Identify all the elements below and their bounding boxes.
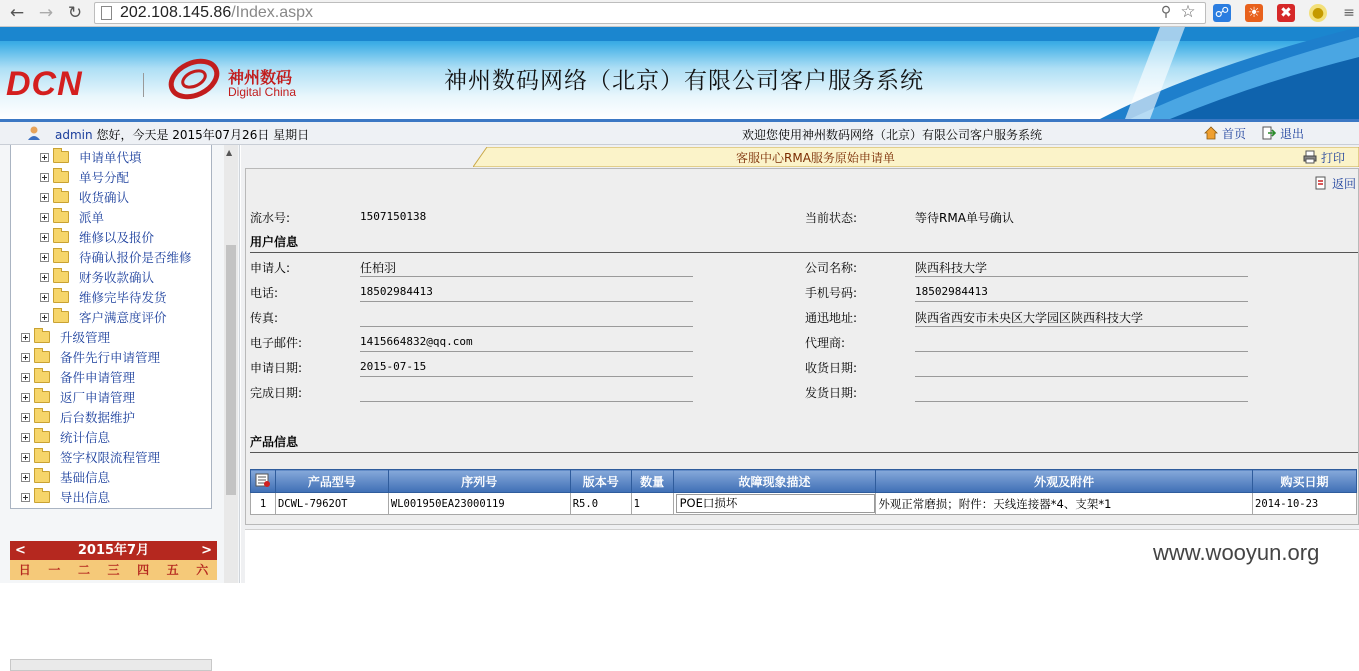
calendar [10,541,217,583]
folder-icon [53,151,69,163]
sidebar-subitem[interactable] [40,168,129,186]
folder-icon [34,411,50,423]
sidebar-item-label: 收货确认 [79,190,130,205]
sidebar-item-label: 单号分配 [79,170,130,185]
table-icon-header [251,470,276,493]
back-label: 返回 [1332,177,1357,191]
expand-icon[interactable] [40,193,49,202]
home-label: 首页 [1222,127,1247,141]
folder-icon [34,371,50,383]
folder-icon [53,191,69,203]
home-link[interactable] [1204,125,1246,142]
expand-icon[interactable] [21,353,30,362]
reload-icon[interactable]: ↻ [67,3,83,23]
sidebar-item-label: 统计信息 [60,430,111,445]
weekday: 二 [77,563,90,577]
expand-icon[interactable] [40,293,49,302]
table-row [251,493,1357,515]
col-version: 版本号 [570,470,631,493]
nav-tree [10,145,212,509]
sidebar-item-label: 返厂申请管理 [60,390,136,405]
sidebar-item[interactable] [21,368,135,386]
sidebar-subitem[interactable] [40,288,167,306]
col-qty: 数量 [631,470,673,493]
expand-icon[interactable] [21,433,30,442]
date-greeting: 您好，今天是 2015年07月26日 星期日 [96,128,310,142]
print-label: 打印 [1321,151,1346,165]
sidebar-item-label: 申请单代填 [79,150,142,165]
weekday: 三 [107,563,120,577]
tab-background [473,147,1359,167]
folder-icon [53,231,69,243]
calendar-weekdays [10,560,217,580]
serial-label: 流水号: [250,211,291,225]
sidebar-item-label: 财务收款确认 [79,270,155,285]
field-label: 完成日期: [250,386,303,400]
sidebar-item-label: 派单 [79,210,105,225]
cell-purchase-date: 2014-10-23 [1253,493,1357,515]
sidebar-subitem[interactable] [40,188,129,206]
field-value: 陕西科技大学 [915,261,988,275]
expand-icon[interactable] [40,213,49,222]
field-underline [915,326,1248,327]
sidebar-item[interactable] [21,388,135,406]
sidebar-item-label: 维修以及报价 [79,230,155,245]
expand-icon[interactable] [40,273,49,282]
col-appearance: 外观及附件 [876,470,1253,493]
back-button[interactable] [1314,175,1356,192]
banner-decoration [1090,27,1359,119]
sidebar-item-label: 待确认报价是否维修 [79,250,192,265]
menu-icon[interactable]: ≡ [1343,5,1355,21]
return-icon [1314,176,1328,190]
scroll-thumb[interactable] [226,245,236,495]
extension-1-icon[interactable]: ☍ [1214,5,1230,21]
rma-form-panel [245,168,1359,525]
field-label: 电子邮件: [250,336,303,350]
row-index: 1 [251,493,276,515]
sidebar-subitem[interactable] [40,208,104,226]
expand-icon[interactable] [21,373,30,382]
sidebar-subitem[interactable] [40,268,154,286]
back-arrow-icon[interactable]: ← [9,3,25,23]
folder-icon [53,171,69,183]
cell-serial: WL001950EA23000119 [388,493,570,515]
folder-icon [53,271,69,283]
sidebar-item-label: 导出信息 [60,490,111,505]
dcn-logo: DCN [6,65,83,103]
extension-3-icon[interactable]: ✖ [1277,4,1295,22]
folder-icon [34,471,50,483]
calendar-header [10,541,217,560]
folder-icon [34,491,50,503]
table-icon [255,473,271,487]
field-underline [915,351,1248,352]
sidebar-vertical-scrollbar[interactable] [224,145,238,583]
status-value: 等待RMA单号确认 [915,211,1014,225]
sidebar-item[interactable] [21,488,110,506]
sidebar [0,145,240,583]
browser-toolbar [0,0,1359,27]
calendar-next-button[interactable]: > [201,543,212,558]
logout-label: 退出 [1280,127,1305,141]
product-table-header [251,470,1357,493]
folder-icon [34,451,50,463]
col-model: 产品型号 [275,470,388,493]
col-fault: 故障现象描述 [673,470,876,493]
sidebar-item-label: 签字权限流程管理 [60,450,161,465]
site-banner [0,27,1359,119]
field-label: 申请日期: [250,361,303,375]
field-value: 2015-07-15 [360,360,427,373]
folder-icon [53,251,69,263]
field-label: 收货日期: [805,361,858,375]
user-info-divider [250,252,1358,253]
cell-qty: 1 [631,493,673,515]
field-value: 陕西省西安市未央区大学园区陕西科技大学 [915,311,1144,325]
sidebar-horizontal-scrollbar[interactable] [10,659,212,671]
brand-name-en: Digital China [228,85,297,99]
folder-icon [34,331,50,343]
field-underline [915,376,1248,377]
folder-icon [34,391,50,403]
field-label: 传真: [250,311,279,325]
sidebar-item-label: 维修完毕待发货 [79,290,167,305]
username: admin [55,128,93,142]
sidebar-item[interactable] [21,468,110,486]
weekday: 六 [196,563,209,577]
form-title: 客服中心RMA服务原始申请单 [736,151,895,165]
user-info-heading: 用户信息 [250,235,299,249]
fault-textarea[interactable]: POE口损坏 [676,494,876,513]
sidebar-item-label: 备件先行申请管理 [60,350,161,365]
expand-icon[interactable] [40,233,49,242]
field-label: 公司名称: [805,261,858,275]
sidebar-item[interactable] [21,328,110,346]
address-bar[interactable] [94,2,1206,24]
user-info-bar [0,119,1359,145]
calendar-title: 2015年7月 [77,543,150,558]
field-value: 任柏羽 [360,261,397,275]
product-table [250,469,1357,515]
weekday: 五 [166,563,179,577]
field-underline [915,301,1248,302]
field-underline [915,276,1248,277]
field-label: 手机号码: [805,286,858,300]
print-button[interactable] [1303,149,1345,166]
product-info-divider [250,452,1358,453]
sidebar-item-label: 备件申请管理 [60,370,136,385]
status-label: 当前状态: [805,211,858,225]
sidebar-subitem[interactable] [40,228,154,246]
sidebar-item-label: 升级管理 [60,330,111,345]
field-underline [360,401,693,402]
forward-arrow-icon[interactable]: → [38,3,54,23]
sidebar-item-label: 基础信息 [60,470,111,485]
field-label: 发货日期: [805,386,858,400]
sidebar-item[interactable] [21,348,160,366]
cell-model: DCWL-7962OT [275,493,388,515]
field-label: 申请人: [250,261,291,275]
expand-icon[interactable] [21,493,30,502]
serial-value: 1507150138 [360,210,427,223]
expand-icon[interactable] [21,473,30,482]
folder-icon [53,311,69,323]
cell-fault [673,493,876,515]
sidebar-item-label: 客户满意度评价 [79,310,167,325]
welcome-text: 欢迎您使用神州数码网络（北京）有限公司客户服务系统 [742,128,1043,142]
folder-icon [34,431,50,443]
page-icon [101,6,112,20]
field-underline [360,276,693,277]
field-value: 1415664832@qq.com [360,335,473,348]
watermark: www.wooyun.org [1153,540,1320,565]
weekday: 一 [48,563,61,577]
expand-icon[interactable] [21,393,30,402]
sidebar-item-label: 后台数据维护 [60,410,136,425]
field-label: 通迅地址: [805,311,858,325]
product-info-heading: 产品信息 [250,435,299,449]
logout-link[interactable] [1262,125,1304,142]
main-content [241,145,1359,583]
folder-icon [34,351,50,363]
folder-icon [53,211,69,223]
expand-icon[interactable] [40,153,49,162]
extension-4-icon[interactable]: ● [1309,4,1327,22]
cell-appearance: 外观正常磨损；附件：天线连接器*4、支架*1 [876,493,1253,515]
logout-icon [1262,126,1276,140]
field-label: 电话: [250,286,279,300]
user-icon [26,125,42,141]
folder-icon [53,291,69,303]
scroll-up-icon[interactable]: ▲ [226,148,233,157]
field-value: 18502984413 [360,285,433,298]
col-purchase-date: 购买日期 [1253,470,1357,493]
expand-icon[interactable] [21,453,30,462]
field-value: 18502984413 [915,285,988,298]
expand-icon[interactable] [21,413,30,422]
bookmark-star-icon[interactable]: ☆ [1180,2,1196,22]
field-underline [360,376,693,377]
field-underline [915,401,1248,402]
greeting-text [55,126,309,143]
expand-icon[interactable] [40,253,49,262]
field-underline [360,326,693,327]
sidebar-item[interactable] [21,428,110,446]
logo-divider [143,73,144,97]
field-underline [360,351,693,352]
weekday: 四 [137,563,150,577]
extension-2-icon[interactable]: ☀ [1245,4,1263,22]
sidebar-item[interactable] [21,448,160,466]
sidebar-subitem[interactable] [40,148,142,166]
expand-icon[interactable] [21,333,30,342]
digital-china-logo-icon [165,55,223,101]
sidebar-item[interactable] [21,408,135,426]
calendar-prev-button[interactable]: < [15,543,26,558]
expand-icon[interactable] [40,313,49,322]
col-serial: 序列号 [388,470,570,493]
system-title: 神州数码网络（北京）有限公司客户服务系统 [444,68,924,94]
expand-icon[interactable] [40,173,49,182]
address-url: 202.108.145.86/Index.aspx [120,4,314,21]
form-tab-bar [241,145,1359,167]
weekday: 日 [18,563,31,577]
field-underline [360,301,693,302]
field-label: 代理商: [805,336,846,350]
cell-version: R5.0 [570,493,631,515]
key-icon[interactable]: ⚲ [1160,4,1172,20]
brand-name-cn: 神州数码 [228,68,293,87]
sidebar-subitem[interactable] [40,308,167,326]
home-icon [1204,126,1218,140]
sidebar-subitem[interactable] [40,248,192,266]
printer-icon [1303,150,1317,164]
